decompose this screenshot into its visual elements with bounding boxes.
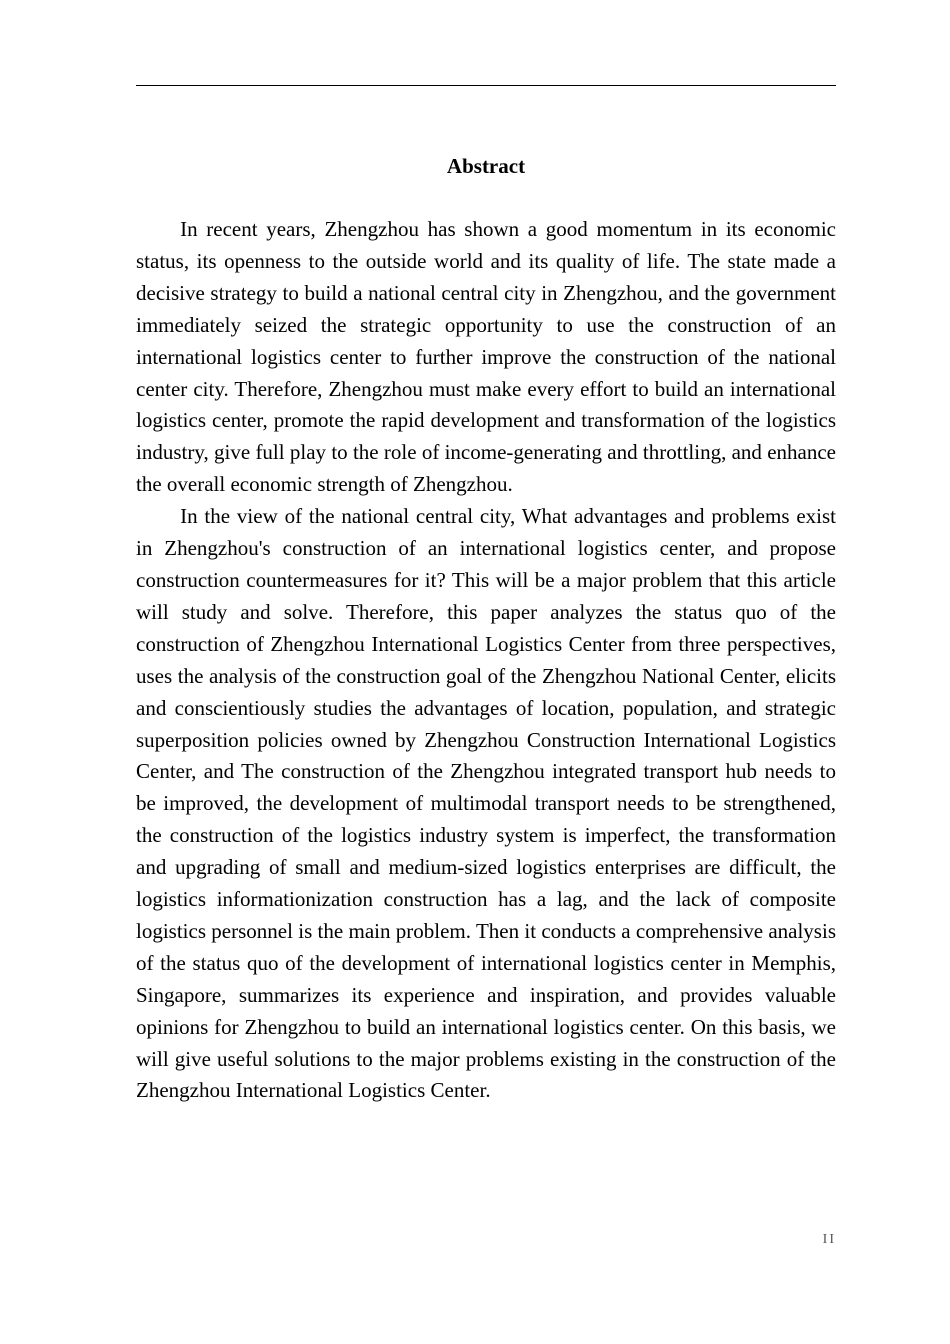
abstract-body <box>136 214 836 1107</box>
page-number: II <box>822 1232 836 1247</box>
header-rule <box>136 85 836 86</box>
abstract-paragraph-2: In the view of the national central city, What advantages and problems exist in Zhengzhou's construction of an international logistics center, and propose construction countermeasures for it? This will be a major problem that this article will study and solve. Therefore, this paper analyzes the status quo of the construction of Zhengzhou International Logistics Center from three perspectives, uses the analysis of the construction goal of the Zhengzhou National Center, elicits and conscientiously studies the advantages of location, population, and strategic superposition policies owned by Zhengzhou Construction International Logistics Center, and The construction of the Zhengzhou integrated transport hub needs to be improved, the development of multimodal transport needs to be strengthened, the construction of the logistics industry system is imperfect, the transformation and upgrading of small and medium-sized logistics enterprises are difficult, the logistics informationization construction has a lag, and the lack of composite logistics personnel is the main problem. Then it conducts a comprehensive analysis of the status quo of the development of international logistics center in Memphis, Singapore, summarizes its experience and inspiration, and provides valuable opinions for Zhengzhou to build an international logistics center. On this basis, we will give useful solutions to the major problems existing in the construction of the Zhengzhou International Logistics Center. <box>136 504 836 1103</box>
abstract-paragraph-1: In recent years, Zhengzhou has shown a good momentum in its economic status, its openness to the outside world and its quality of life. The state made a decisive strategy to build a national central city in Zhengzhou, and the government immediately seized the strategic opportunity to use the construction of an international logistics center to further improve the construction of the national center city. Therefore, Zhengzhou must make every effort to build an international logistics center, promote the rapid development and transformation of the logistics industry, give full play to the role of income-generating and throttling, and enhance the overall economic strength of Zhengzhou. <box>136 217 836 497</box>
abstract-title: Abstract <box>446 154 526 178</box>
